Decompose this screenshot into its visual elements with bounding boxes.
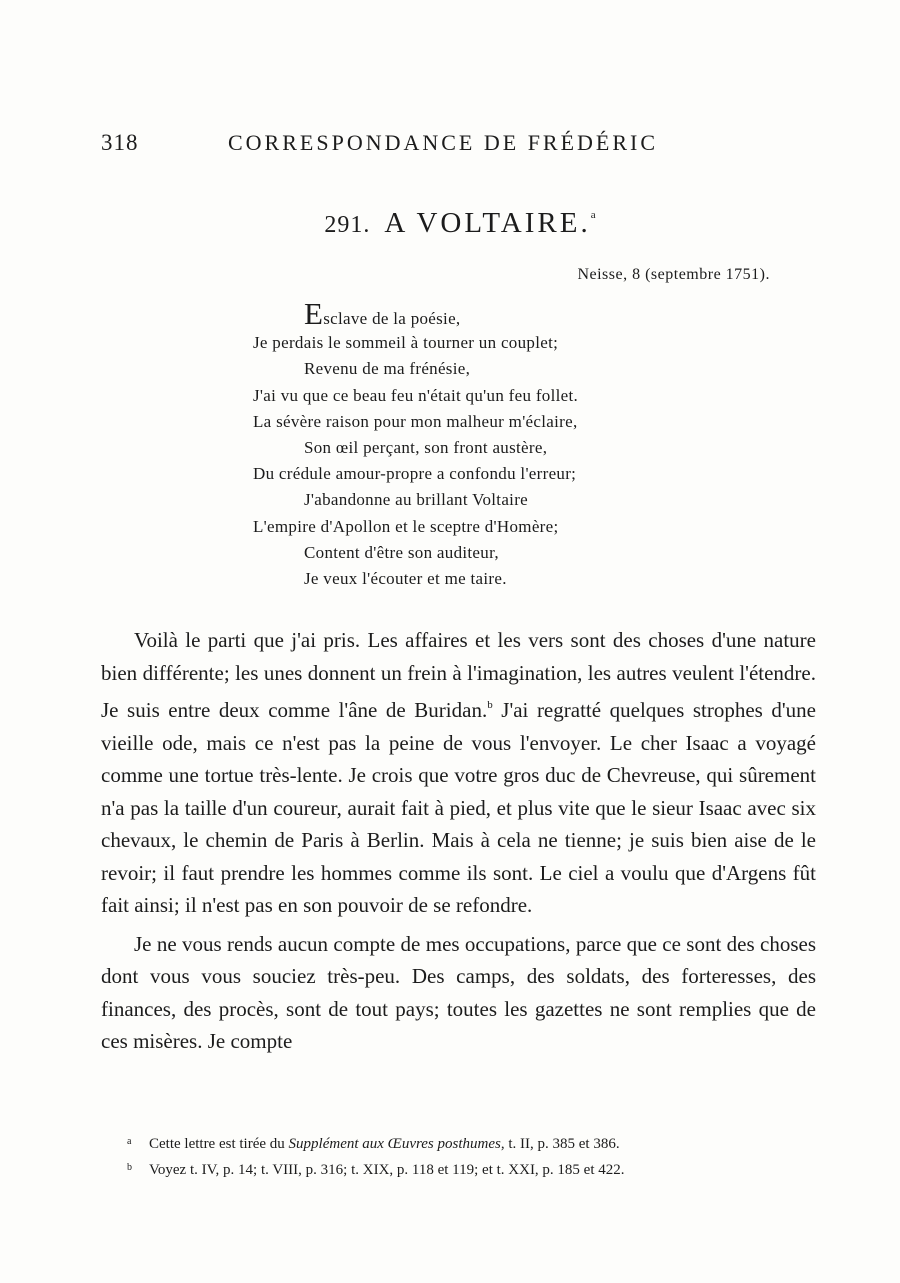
- title-footnote-ref[interactable]: a: [590, 209, 596, 221]
- drop-cap: E: [304, 296, 324, 331]
- poem-line: Content d'être son auditeur,: [304, 542, 499, 562]
- poem-line: La sévère raison pour mon malheur m'éclaire,: [253, 411, 578, 431]
- poem-line: Je veux l'écouter et me taire.: [304, 568, 507, 588]
- poem-line: Je perdais le sommeil à tourner un couplet;: [253, 333, 559, 353]
- poem: [253, 296, 579, 592]
- poem-line: L'empire d'Apollon et le sceptre d'Homère;: [253, 516, 559, 536]
- footnote-ref[interactable]: b: [487, 699, 493, 711]
- page-number: 318: [101, 130, 139, 155]
- footnote: [101, 1156, 821, 1182]
- poem-line: J'abandonne au brillant Voltaire: [304, 490, 529, 510]
- dateline: Neisse, 8 (septembre 1751).: [577, 266, 770, 283]
- running-head: CORRESPONDANCE DE FRÉDÉRIC: [228, 130, 659, 155]
- poem-line: [253, 296, 578, 331]
- poem-line: J'ai vu que ce beau feu n'était qu'un feu follet.: [253, 385, 579, 405]
- letter-number: 291.: [324, 212, 371, 238]
- paragraph: [101, 624, 816, 922]
- poem-line: Revenu de ma frénésie,: [304, 359, 471, 379]
- footnote: [101, 1130, 821, 1156]
- footnote-text: Voyez t. IV, p. 14; t. VIII, p. 316; t. XIX, p. 118 et 119; et t. XXI, p. 185 et 422.: [149, 1162, 625, 1178]
- footnote-title: Supplément aux Œuvres posthumes: [288, 1136, 501, 1152]
- paragraph-text: J'ai regratté quelques strophes d'une vieille ode, mais ce n'est pas la peine de vous l'envoyer. Le cher Isaac a voyagé comme une tortue très-lente. Je crois que votre gros duc de Chevreuse, qui sûrement n'a pas la taille d'un coureur, aurait fait à pied, et plus vite que le sieur Isaac avec six chevaux, le chemin de Paris à Berlin. Mais à cela ne tienne; je suis bien aise de le revoir; il faut prendre les hommes comme ils sont. Le ciel a voulu que d'Argens fût fait ainsi; il n'est pas en son pouvoir de se refondre.: [101, 698, 816, 917]
- poem-line: Du crédule amour-propre a confondu l'erreur;: [253, 464, 577, 484]
- paragraph: Je ne vous rends aucun compte de mes occupations, parce que ce sont des choses dont vous vous souciez très-peu. Des camps, des soldats, des forteresses, des finances, des procès, sont de tout pays; toutes les gazettes ne sont remplies que de ces misères. Je compte: [101, 931, 816, 1053]
- poem-line-text: sclave de la poésie,: [323, 309, 461, 328]
- paragraph-text: Voilà le parti que j'ai pris. Les affaires et les vers sont des choses d'une nature bien différente; les unes donnent un frein à l'imagination, les autres veulent l'étendre. Je suis entre deux comme l'âne de Buridan.: [101, 628, 816, 722]
- body-text: [101, 624, 816, 1058]
- footnote-mark: b: [127, 1162, 132, 1173]
- footnote-text: Cette lettre est tirée du: [149, 1136, 289, 1152]
- footnote-text: , t. II, p. 385 et 386.: [500, 1136, 620, 1152]
- letter-title-text: A VOLTAIRE.: [384, 207, 591, 239]
- footnote-mark: a: [127, 1136, 132, 1147]
- letter-title: [0, 207, 900, 240]
- poem-line: Son œil perçant, son front austère,: [304, 437, 548, 457]
- footnotes: [101, 1130, 821, 1182]
